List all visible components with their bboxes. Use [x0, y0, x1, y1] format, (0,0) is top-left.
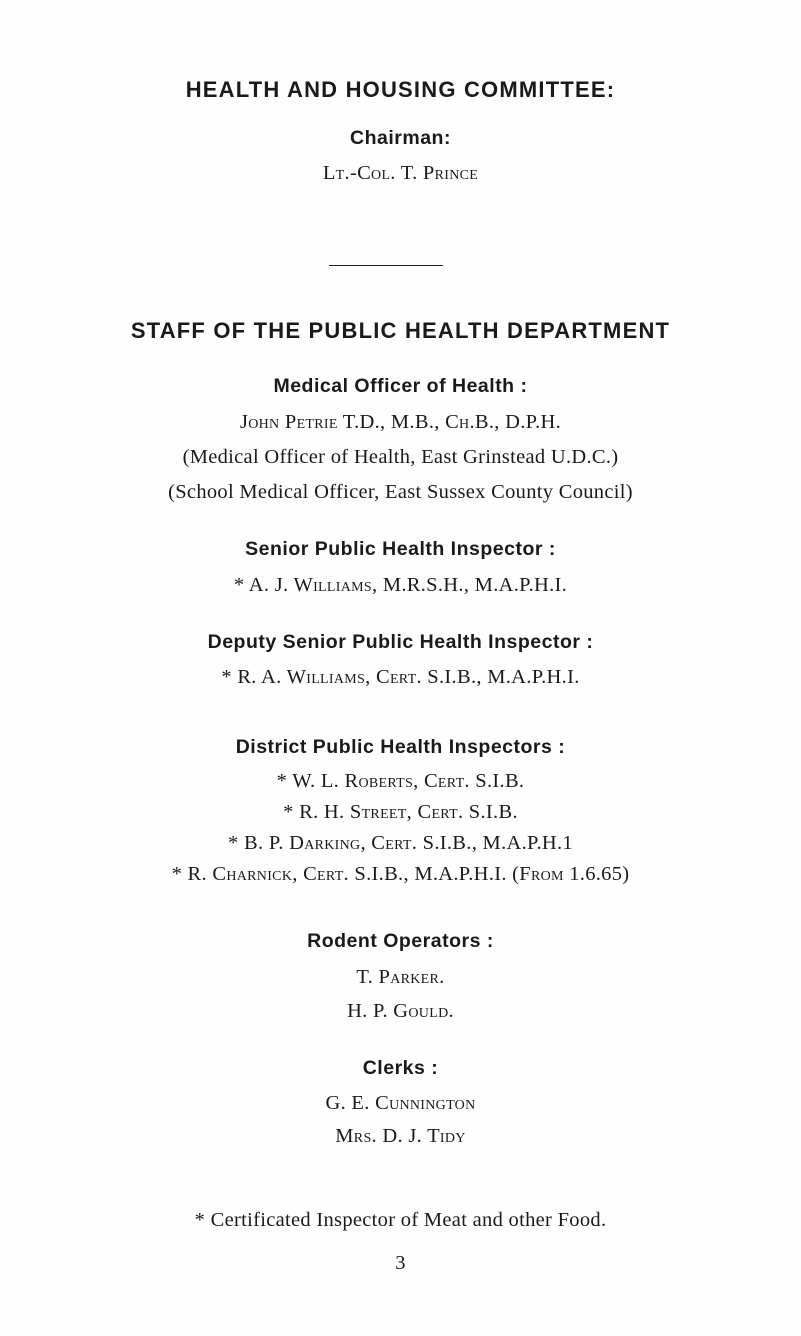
staff-title: STAFF OF THE PUBLIC HEALTH DEPARTMENT — [130, 318, 671, 343]
footnote: * Certificated Inspector of Meat and other Food. — [194, 1209, 607, 1231]
rodent-name: H. P. Gould. — [347, 1000, 454, 1022]
moh-name: John Petrie T.D., M.B., Ch.B., D.P.H. — [239, 411, 562, 433]
clerk-name: G. E. Cunnington — [325, 1092, 476, 1114]
rodent-heading: Rodent Operators : — [307, 930, 494, 952]
district-phi-name: * R. H. Street, Cert. S.I.B. — [283, 801, 518, 823]
district-phi-name: * B. P. Darking, Cert. S.I.B., M.A.P.H.1 — [228, 832, 573, 854]
chairman-heading: Chairman: — [350, 127, 451, 149]
chairman-name: Lt.-Col. T. Prince — [322, 162, 479, 184]
deputy-phi-name: * R. A. Williams, Cert. S.I.B., M.A.P.H.I. — [221, 666, 580, 688]
moh-role-school: (School Medical Officer, East Sussex County Council) — [168, 481, 633, 503]
district-phi-name: * R. Charnick, Cert. S.I.B., M.A.P.H.I. (From 1.6.65) — [171, 863, 630, 885]
clerks-heading: Clerks : — [362, 1057, 439, 1079]
moh-heading: Medical Officer of Health : — [273, 375, 528, 397]
page-number: 3 — [395, 1252, 406, 1274]
deputy-phi-heading: Deputy Senior Public Health Inspector : — [207, 631, 594, 653]
rodent-name: T. Parker. — [356, 966, 445, 988]
senior-phi-heading: Senior Public Health Inspector : — [245, 538, 556, 560]
senior-phi-name: * A. J. Williams, M.R.S.H., M.A.P.H.I. — [233, 574, 568, 596]
divider-rule — [329, 265, 443, 266]
district-phi-name: * W. L. Roberts, Cert. S.I.B. — [276, 770, 525, 792]
moh-role-udc: (Medical Officer of Health, East Grinstead U.D.C.) — [182, 446, 619, 468]
district-phi-heading: District Public Health Inspectors : — [235, 736, 566, 758]
committee-title: HEALTH AND HOUSING COMMITTEE: — [185, 77, 616, 102]
clerk-name: Mrs. D. J. Tidy — [335, 1125, 466, 1147]
